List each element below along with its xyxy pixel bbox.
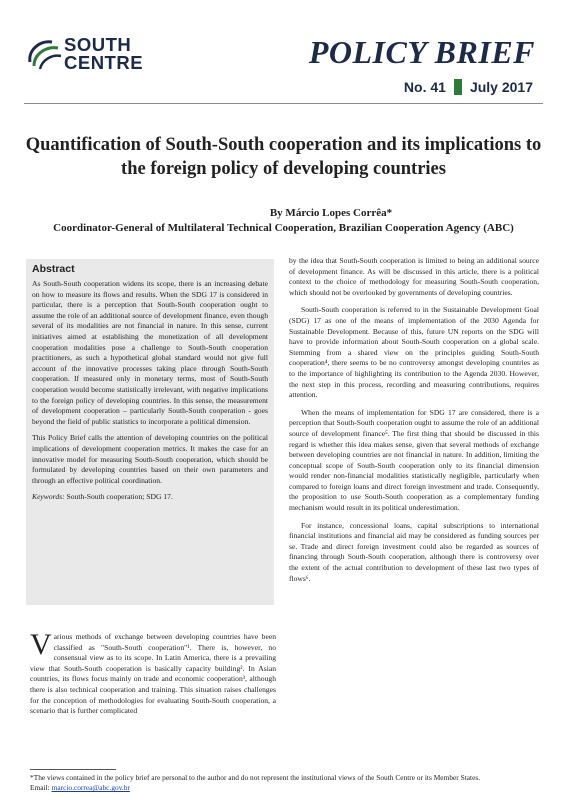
body-intro-paragraph [30, 628, 276, 717]
footnote [30, 773, 539, 794]
south-centre-logo [26, 36, 143, 72]
keywords-label: Keywords: [32, 492, 65, 502]
footnote-divider [30, 769, 116, 770]
logo-line2: CENTRE [64, 52, 144, 73]
globe-swirl-icon [26, 36, 62, 70]
issue-number: No. 41 [403, 79, 446, 95]
email-label: Email: [30, 783, 50, 793]
abstract-paragraph-2: This Policy Brief calls the attention of developing countries on the political implications of development cooperation metrics. It makes the case for an innovative model for measuring South-South cooperation, which should be formulated by developing countries based on their own parameters and through an effective political coordination. [32, 433, 268, 485]
email-link[interactable]: marcio.correa@abc.gov.br [51, 783, 130, 793]
byline [24, 206, 543, 236]
body-right-column [289, 256, 539, 591]
abstract-paragraph-1: As South-South cooperation widens its scope, there is an increasing debate on how to measure its flows and results. When the SDG 17 is considered in particular, there is a perception that South-South cooperation ought to assume the role of an additional source of development finance, even though several of its modalities are not financial in nature. In this sense, current initiatives aimed at establishing the monetization of all development cooperation modalities pose a challenge to South-South cooperation practitioners, as such a hypothetical global standard would not give full account of the innovative processes taking place through South-South cooperation. If measured only in monetary terms, most of South-South cooperation would become statistically irrelevant, with negative implications to the foreign policy of developing countries. In this sense, the measurement of development cooperation – particularly South-South cooperation - goes beyond the field of public statistics to incorporate a political dimension. [32, 279, 268, 426]
body-paragraph-3: When the means of implementation for SDG 17 are considered, there is a perception that South-South cooperation ought to assume the role of an additional source of development finance⁵. The first thing that should be discussed in this regard is whether this idea makes sense, given that several methods of exchange between developing countries are not financial in nature. In addition, limiting the conceptual scope of South-South cooperation only to its financial dimension would render non-financial modalities statistically negligible, particularly when compared to foreign loans and direct foreign investment and trade. Consequently, the proposition to use South-South cooperation as a complementary funding mechanism would result in its political underestimation. [289, 407, 539, 513]
article-title: Quantification of South-South cooperation and its implications to the foreign policy of developing countries [25, 135, 542, 179]
policy-brief-title: POLICY BRIEF [308, 34, 535, 70]
drop-cap: V [30, 628, 52, 661]
issue-separator [454, 79, 462, 95]
author: By Márcio Lopes Corrêa* [269, 207, 393, 219]
abstract-box [26, 259, 274, 605]
logo-line1: SOUTH [64, 34, 132, 55]
body-intro-text: arious methods of exchange between developing countries have been classified as "South-South cooperation"¹. There is, however, no consensual view as to its scope. In Latin America, there is a prevailing view that South-South cooperation is basically capacity building². In Asian countries, its flows focus mainly on trade and economic cooperation³, although there is also technical cooperation and training. This situation raises challenges for the conception of methodologies for evaluating South-South cooperation, a scenario that is further complicated [30, 632, 276, 716]
abstract-heading: Abstract [32, 263, 75, 275]
issue-date: July 2017 [469, 79, 533, 95]
footnote-email-line [30, 783, 539, 793]
body-left-column [30, 628, 276, 717]
keywords-value: South-South cooperation; SDG 17. [66, 492, 173, 502]
keywords [32, 492, 268, 503]
affiliation: Coordinator-General of Multilateral Technical Cooperation, Brazilian Cooperation Agency (ABC) [53, 222, 514, 234]
body-paragraph-1: by the idea that South-South cooperation is limited to being an additional source of development finance. As will be discussed in this article, there is a political context to the choice of methodology for measuring South-South cooperation, which should not be overlooked by governments of developing countries. [289, 256, 539, 297]
issue-meta [404, 79, 533, 95]
body-paragraph-4: For instance, concessional loans, capital subscriptions to international financial institutions and financial aid may be considered as funding sources per se. Trade and direct foreign investment could also be regarded as sources of financing through South-South cooperation, although there is controversy over the extent of the actual contribution to development of these last two types of flows⁶. [289, 520, 539, 583]
body-paragraph-2: South-South cooperation is referred to in the Sustainable Development Goal (SDG) 17 as one of the means of implementation of the 2030 Agenda for Sustainable Development. Because of this, future UN reports on the SDG will have to provide information about South-South cooperation on a global scale. Stemming from a shared view on the principles guiding South-South cooperation⁴, there seems to be no controversy amongst developing countries as to the importance of highlighting its contribution to the Agenda 2030. However, the next step in this process, recording and measuring contributions, requires attention. [289, 305, 539, 400]
header-divider [24, 103, 543, 104]
footnote-text: *The views contained in the policy brief are personal to the author and do not represent the institutional views of the South Centre or its Member States. [30, 773, 481, 782]
